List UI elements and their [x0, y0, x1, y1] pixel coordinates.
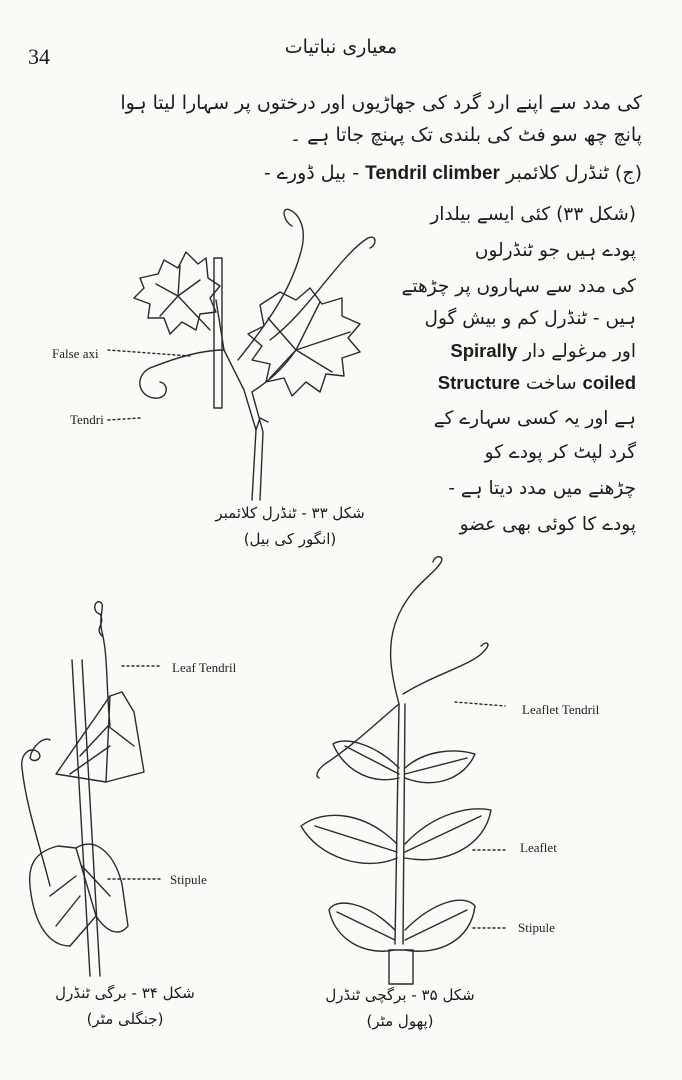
section-heading-english: Tendril climber: [365, 163, 500, 184]
figure-34-stipule-label: Stipule: [170, 872, 207, 887]
figure-35-caption: شکل ۳۵ - برگچی ٹنڈرل: [325, 986, 475, 1004]
section-heading: [264, 162, 642, 185]
figure-33-false-axis-label: False axi: [52, 346, 99, 361]
body-line-5-english: Spirally: [450, 340, 518, 361]
body-line-2: پودے ہیں جو ٹنڈرلوں: [474, 240, 636, 261]
figure-33-tendril-label: Tendri: [70, 412, 104, 427]
body-line-5: [450, 340, 636, 362]
body-line-7: ہے اور یہ کسی سہارے کے: [433, 408, 636, 429]
intro-line-2: پانچ چھ سو فٹ کی بلندی تک پہنچ جاتا ہے ۔: [289, 124, 642, 146]
body-line-10: پودے کا کوئی بھی عضو: [459, 514, 636, 535]
figure-35-subcaption: (پھول مٹر): [366, 1012, 434, 1030]
body-line-5-urdu: اور مرغولے دار: [523, 341, 636, 362]
figure-35-leaflet-label: Leaflet: [520, 840, 557, 855]
running-title: معیاری نباتیات: [284, 36, 398, 58]
figure-33-grape-vine-illustration: [120, 200, 380, 510]
figure-34-leaf-tendril-label: Leaf Tendril: [172, 660, 237, 675]
body-line-3: کی مدد سے سہاروں پر چڑھتے: [401, 276, 636, 297]
body-line-8: گرد لپٹ کر پودے کو: [484, 442, 636, 463]
figure-34-leaf-tendril-illustration: [10, 596, 210, 986]
body-line-6: [438, 372, 636, 394]
figure-35-leaflet-tendril-illustration: [295, 554, 510, 984]
figure-35-leaflet-tendril-label: Leaflet Tendril: [522, 702, 600, 717]
figure-35-stipule-label: Stipule: [518, 920, 555, 935]
figure-34-subcaption: (جنگلی مٹر): [86, 1010, 164, 1028]
figure-33-caption: شکل ۳۳ - ٹنڈرل کلائمبر: [215, 504, 365, 522]
body-line-4: ہیں - ٹنڈرل کم و بیش گول: [424, 308, 636, 329]
figure-33-subcaption: (انگور کی بیل): [243, 530, 337, 548]
body-line-6-english-1: coiled: [582, 372, 636, 393]
body-line-6-urdu: ساخت: [525, 373, 577, 394]
intro-line-1: کی مدد سے اپنے ارد گرد کی جھاڑیوں اور درختوں پر سہارا لیتا ہوا: [120, 92, 642, 114]
body-line-9: چڑھنے میں مدد دیتا ہے -: [448, 478, 636, 499]
section-heading-suffix: - بیل ڈورے -: [263, 162, 360, 184]
figure-34-caption: شکل ۳۴ - برگی ٹنڈرل: [55, 984, 195, 1002]
body-line-6-english-2: Structure: [437, 372, 520, 393]
section-heading-prefix: (ج) ٹنڈرل کلائمبر: [505, 162, 642, 184]
page-number: 34: [28, 44, 50, 69]
body-line-1: (شکل ۳۳) کئی ایسے بیلدار: [430, 204, 636, 225]
